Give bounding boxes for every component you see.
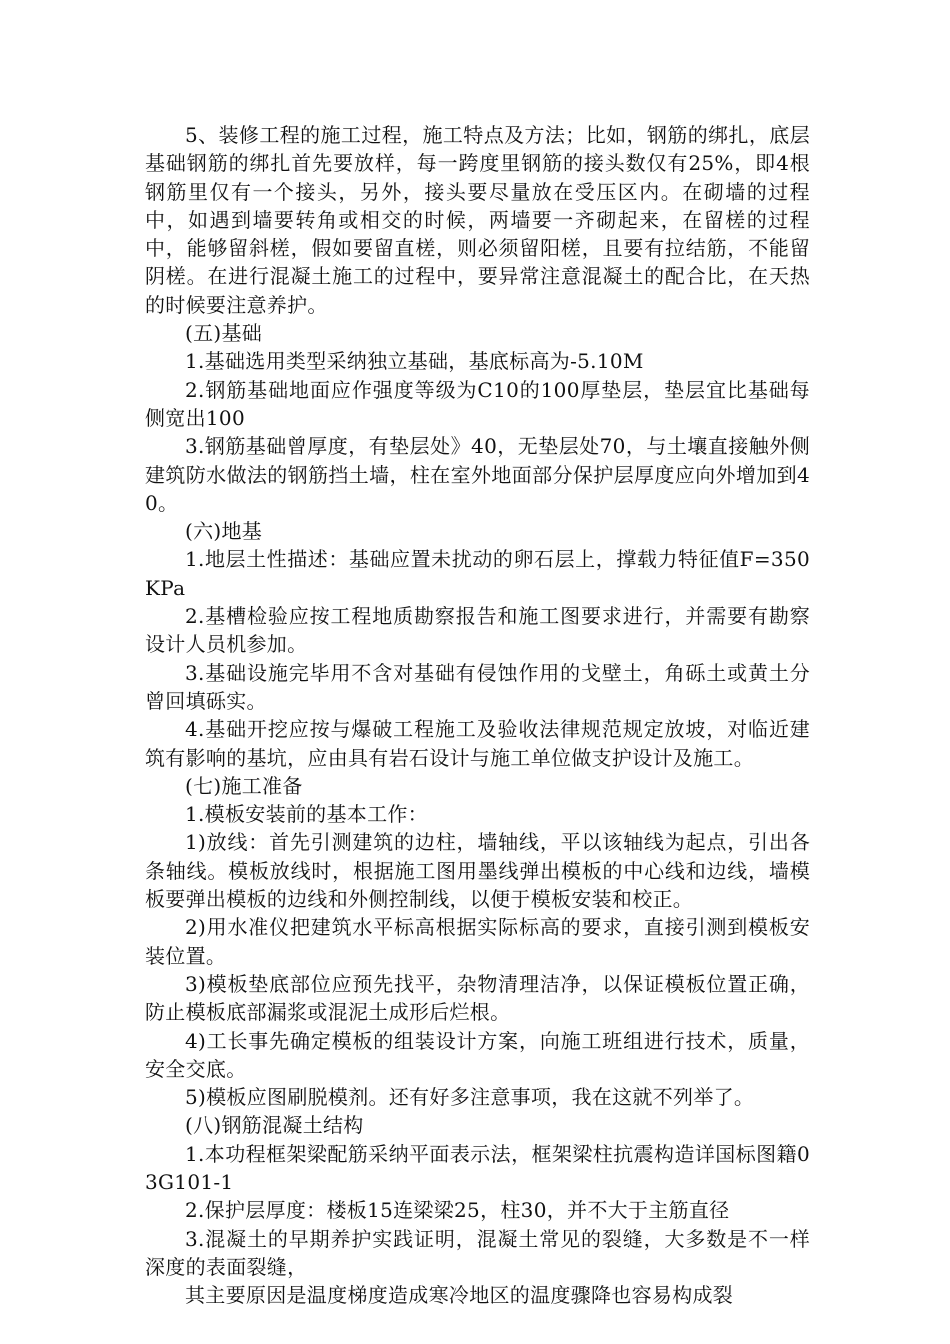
paragraph: 5、装修工程的施工过程，施工特点及方法；比如，钢筋的绑扎，底层基础钢筋的绑扎首先要放样，每一跨度里钢筋的接头数仅有25%，即4根钢筋里仅有一个接头，另外，接头要尽量放在受压区内。在砌墙的过程中，如遇到墙要转角或相交的时候，两墙要一齐砌起来，在留槎的过程中，能够留斜槎，假如要留直槎，则必须留阳槎，且要有拉结筋，不能留阴槎。在进行混凝土施工的过程中，要异常注意混凝土的配合比，在天热的时候要注意养护。 [145, 123, 810, 317]
paragraph: 3.混凝土的早期养护实践证明，混凝土常见的裂缝，大多数是不一样深度的表面裂缝， [145, 1226, 810, 1279]
paragraph: 4)工长事先确定模板的组装设计方案，向施工班组进行技术，质量，安全交底。 [145, 1028, 810, 1081]
paragraph: 1.模板安装前的基本工作： [185, 802, 428, 827]
section-heading: (六)地基 [185, 519, 263, 544]
section-heading: (七)施工准备 [185, 773, 303, 798]
section-heading: (八)钢筋混凝土结构 [185, 1113, 364, 1138]
paragraph: 2.基槽检验应按工程地质勘察报告和施工图要求进行，并需要有勘察设计人员机参加。 [145, 604, 810, 657]
paragraph: 4.基础开挖应按与爆破工程施工及验收法律规范规定放坡，对临近建筑有影响的基坑，应由具有岩石设计与施工单位做支护设计及施工。 [145, 717, 810, 770]
paragraph: 1)放线：首先引测建筑的边柱，墙轴线，平以该轴线为起点，引出各条轴线。模板放线时，根据施工图用墨线弹出模板的中心线和边线，墙模板要弹出模板的边线和外侧控制线，以便于模板安装和校正。 [145, 830, 810, 912]
paragraph: 其主要原因是温度梯度造成寒冷地区的温度骤降也容易构成裂 [185, 1283, 734, 1308]
paragraph: 1.地层土性描述：基础应置未扰动的卵石层上，撑载力特征值F=350KPa [145, 547, 810, 600]
paragraph: 5)模板应图刷脱模剂。还有好多注意事项，我在这就不列举了。 [185, 1085, 755, 1110]
paragraph: 2.保护层厚度：楼板15连梁梁25，柱30，并不大于主筋直径 [185, 1198, 730, 1223]
paragraph: 3.基础设施完毕用不含对基础有侵蚀作用的戈壁土，角砾土或黄土分曾回填砾实。 [145, 660, 810, 713]
paragraph: 2)用水准仪把建筑水平标高根据实际标高的要求，直接引测到模板安装位置。 [145, 915, 810, 968]
paragraph: 3)模板垫底部位应预先找平，杂物清理洁净，以保证模板位置正确，防止模板底部漏浆或混泥土成形后烂根。 [145, 971, 810, 1025]
paragraph: 1.本功程框架梁配筋采纳平面表示法，框架梁柱抗震构造详国标图籍03G101-1 [145, 1141, 810, 1194]
paragraph: 3.钢筋基础曾厚度，有垫层处》40，无垫层处70，与土壤直接触外侧建筑防水做法的钢筋挡土墙，柱在室外地面部分保护层厚度应向外增加到40。 [145, 434, 810, 515]
paragraph: 1.基础选用类型采纳独立基础，基底标高为-5.10M [185, 349, 644, 374]
paragraph: 2.钢筋基础地面应作强度等级为C10的100厚垫层，垫层宜比基础每侧宽出100 [145, 377, 810, 430]
section-heading: (五)基础 [185, 321, 263, 346]
document-body [145, 121, 810, 1309]
